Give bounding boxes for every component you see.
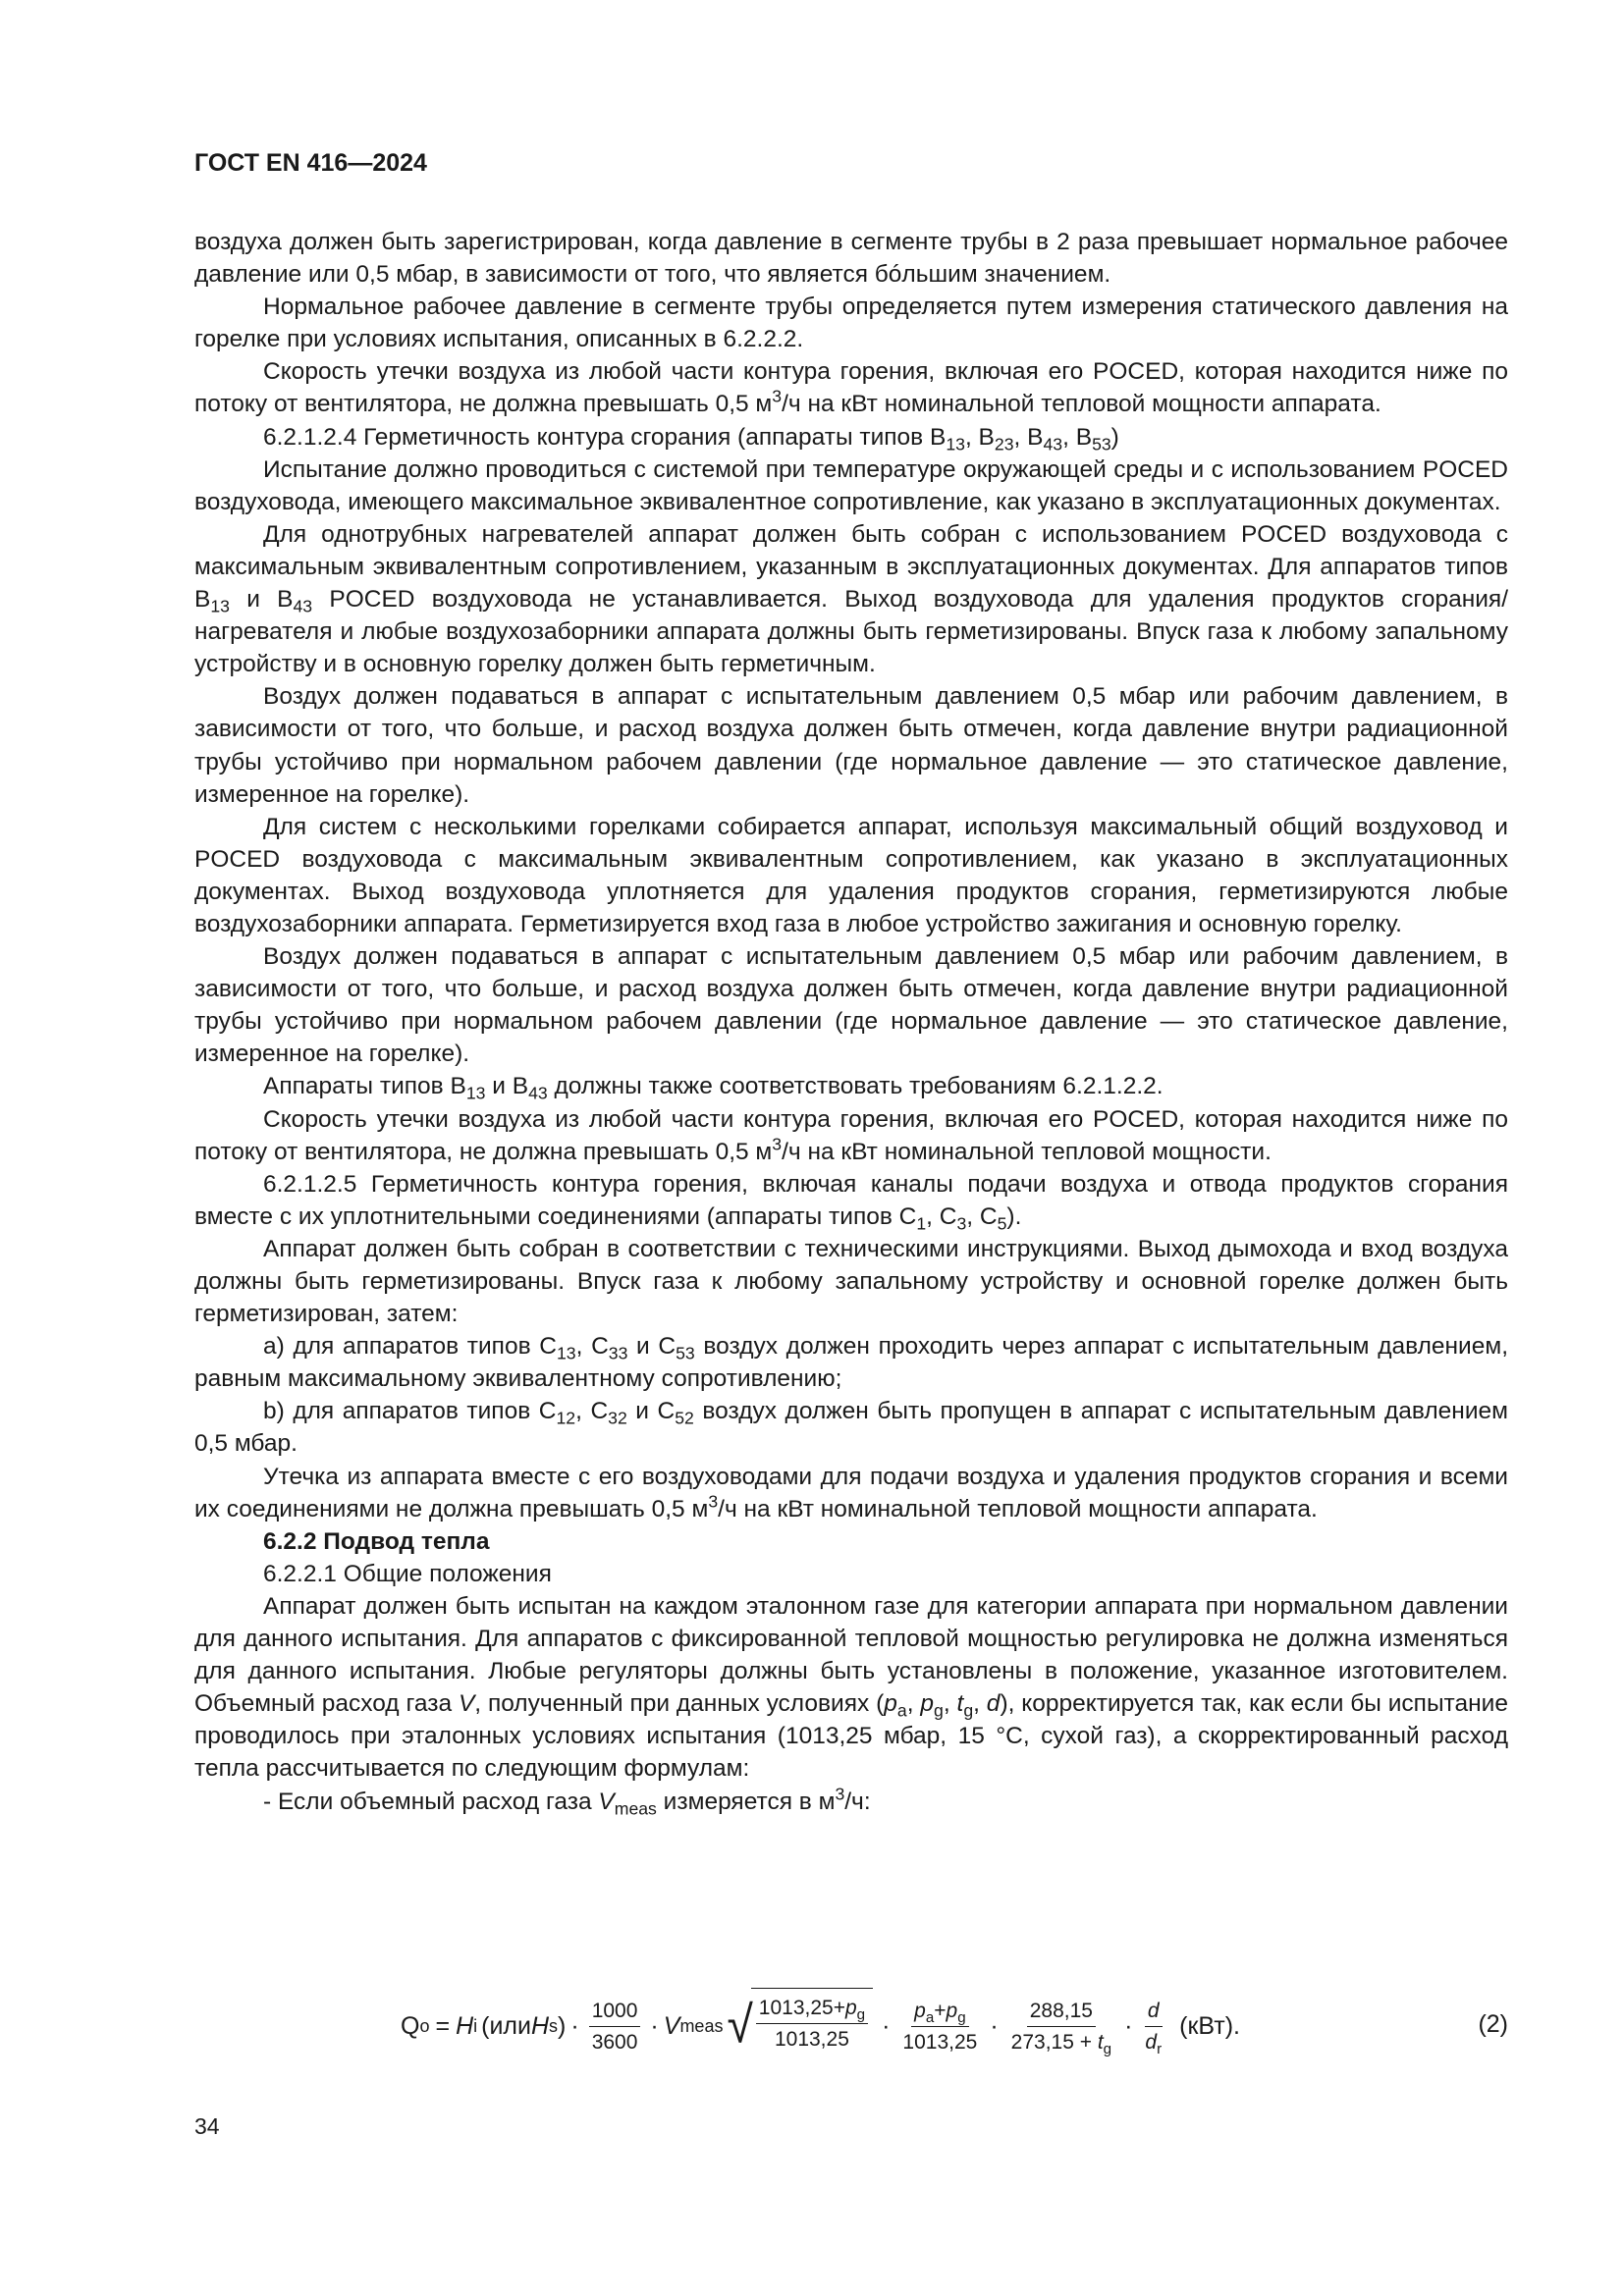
paragraph: Аппарат должен быть собран в соответствии с техническими инструкциями. Выход дымохода и вход воздуха должны быть герметизированы. Впуск газа к любому запальному устройству и основной горелке должен быть герметизирован, затем: [194, 1235, 1508, 1328]
formula-2 [194, 1981, 1508, 2079]
document-header: ГОСТ EN 416—2024 [194, 149, 427, 177]
fraction: $\frac{d}{d_r}$ [1145, 1999, 1163, 2057]
paragraph: Скорость утечки воздуха из любой части контура горения, включая его POCED, которая находится ниже по потоку от вентилятора, не должна превышать 0,5 $м^3/ч$ на кВт номинальной тепловой мощности аппарата. [194, 358, 1508, 418]
clause-heading: 6.2.1.2.4 Герметичность контура сгорания (аппараты типов $B_{13}$, $B_{23}$, $B_{43}$, $B_{53}$) [263, 423, 1119, 454]
page-number: 34 [194, 2113, 220, 2139]
list-item: a) для аппаратов типов $C_{13}$, $C_{33}$ и $C_{53}$ воздух должен проходить через аппарат с испытательным давлением, равным максимальному эквивалентному сопротивлению; [194, 1333, 1508, 1393]
fraction: $\frac{1000}{3600}$ [589, 1998, 641, 2056]
document-body [194, 226, 1508, 1818]
paragraph: Нормальное рабочее давление в сегменте трубы определяется путем измерения статического давления на горелке при условиях испытания, описанных в 6.2.2.2. [194, 294, 1508, 353]
paragraph: Для систем с несколькими горелками собирается аппарат, используя максимальный общий воздуховод и POCED воздуховода с максимальным эквивалентным сопротивлением, как указано в эксплуатационных документах. Выход воздуховода уплотняется для удаления продуктов сгорания, герметизируются любые воздухозаборники аппарата. Герметизируется вход газа в любое устройство зажигания и основную горелку. [194, 813, 1508, 937]
paragraph: Воздух должен подаваться в аппарат с испытательным давлением 0,5 мбар или рабочим давлением, в зависимости от того, что больше, и расход воздуха должен быть отмечен, когда давление внутри радиационной трубы устойчиво при нормальном рабочем давлении (где нормальное давление — это статическое давление, измеренное на горелке). [194, 683, 1508, 808]
section-heading: 6.2.2 Подвод тепла [263, 1527, 490, 1555]
paragraph: Для однотрубных нагревателей аппарат должен быть собран с использованием POCED воздуховода с максимальным эквивалентным сопротивлением, указанным в эксплуатационных документах. Для аппаратов типов $B_{13}$ и $B_{43}$ POCED воздуховода не устанавливается. Выход воздуховода для удаления продуктов сгорания/нагревателя и любые воздухозаборники аппарата должны быть герметизированы. Впуск газа к любому запальному устройству и в основную горелку должен быть герметичным. [194, 520, 1508, 678]
clause-heading: 6.2.1.2.5 Герметичность контура горения, включая каналы подачи воздуха и отвода продуктов сгорания вместе с их уплотнительными соединениями (аппараты типов $C_1$, $C_3$, $C_5$). [194, 1170, 1508, 1234]
paragraph: Аппарат должен быть испытан на каждом эталонном газе для категории аппарата при нормальном давлении для данного испытания. Для аппаратов с фиксированной тепловой мощностью регулировка не должна изменяться для данного испытания. Любые регуляторы должны быть установлены в положение, указанное изготовителем. Объемный расход газа V, полученный при данных условиях ($p_a$, $p_g$, $t_g$, d), корректируется так, как если бы испытание проводилось при эталонных условиях испытания (1013,25 мбар, 15 °C, сухой газ), а скорректированный расход тепла рассчитывается по следующим формулам: [194, 1592, 1508, 1783]
list-item: b) для аппаратов типов $C_{12}$, $C_{32}$ и $C_{52}$ воздух должен быть пропущен в аппарат с испытательным давлением 0,5 мбар. [194, 1398, 1508, 1458]
formula-expression: Q o = H i (или H s ) · $\frac{1000}{3600}$ · V meas √ $\frac{1013,25+p_g}{1013,25}$ · $\frac{p_a+p_g}{1013,25}$ · $\frac{288,15}{273,15 + t_g}$ · $\frac{d}{d_r}$ (кВт). [401, 1981, 1240, 2071]
paragraph: Воздух должен подаваться в аппарат с испытательным давлением 0,5 мбар или рабочим давлением, в зависимости от того, что больше, и расход воздуха должен быть отмечен, когда давление внутри радиационной трубы устойчиво при нормальном рабочем давлении (где нормальное давление — это статическое давление, измеренное на горелке). [194, 943, 1508, 1068]
paragraph: Скорость утечки воздуха из любой части контура горения, включая его POCED, которая находится ниже по потоку от вентилятора, не должна превышать 0,5 $м^3/ч$ на кВт номинальной тепловой мощности. [194, 1105, 1508, 1165]
paragraph: Испытание должно проводиться с системой при температуре окружающей среды и с использованием POCED воздуховода, имеющего максимальное эквивалентное сопротивление, как указано в эксплуатационных документах. [194, 455, 1508, 515]
fraction: $\frac{288,15}{273,15 + t_g}$ [1010, 1999, 1112, 2057]
equation-number: (2) [1478, 2010, 1508, 2038]
square-root: √ $\frac{1013,25+p_g}{1013,25}$ [727, 1988, 873, 2064]
paragraph: Аппараты типов $B_{13}$ и $B_{43}$ должны также соответствовать требованиям 6.2.1.2.2. [263, 1073, 1164, 1104]
paragraph: - Если объемный расход газа $V_{meas}$ измеряется в $м^3/ч$: [263, 1783, 871, 1819]
paragraph: Утечка из аппарата вместе с его воздуховодами для подачи воздуха и удаления продуктов сгорания и всеми их соединениями не должна превышать 0,5 $м^3/ч$ на кВт номинальной тепловой мощности аппарата. [194, 1463, 1508, 1522]
paragraph: воздуха должен быть зарегистрирован, когда давление в сегменте трубы в 2 раза превышает нормальное рабочее давление или 0,5 мбар, в зависимости от того, что является бóльшим значением. [194, 229, 1508, 289]
fraction: $\frac{p_a+p_g}{1013,25}$ [902, 1999, 978, 2054]
subsection-heading: 6.2.2.1 Общие положения [263, 1560, 552, 1587]
